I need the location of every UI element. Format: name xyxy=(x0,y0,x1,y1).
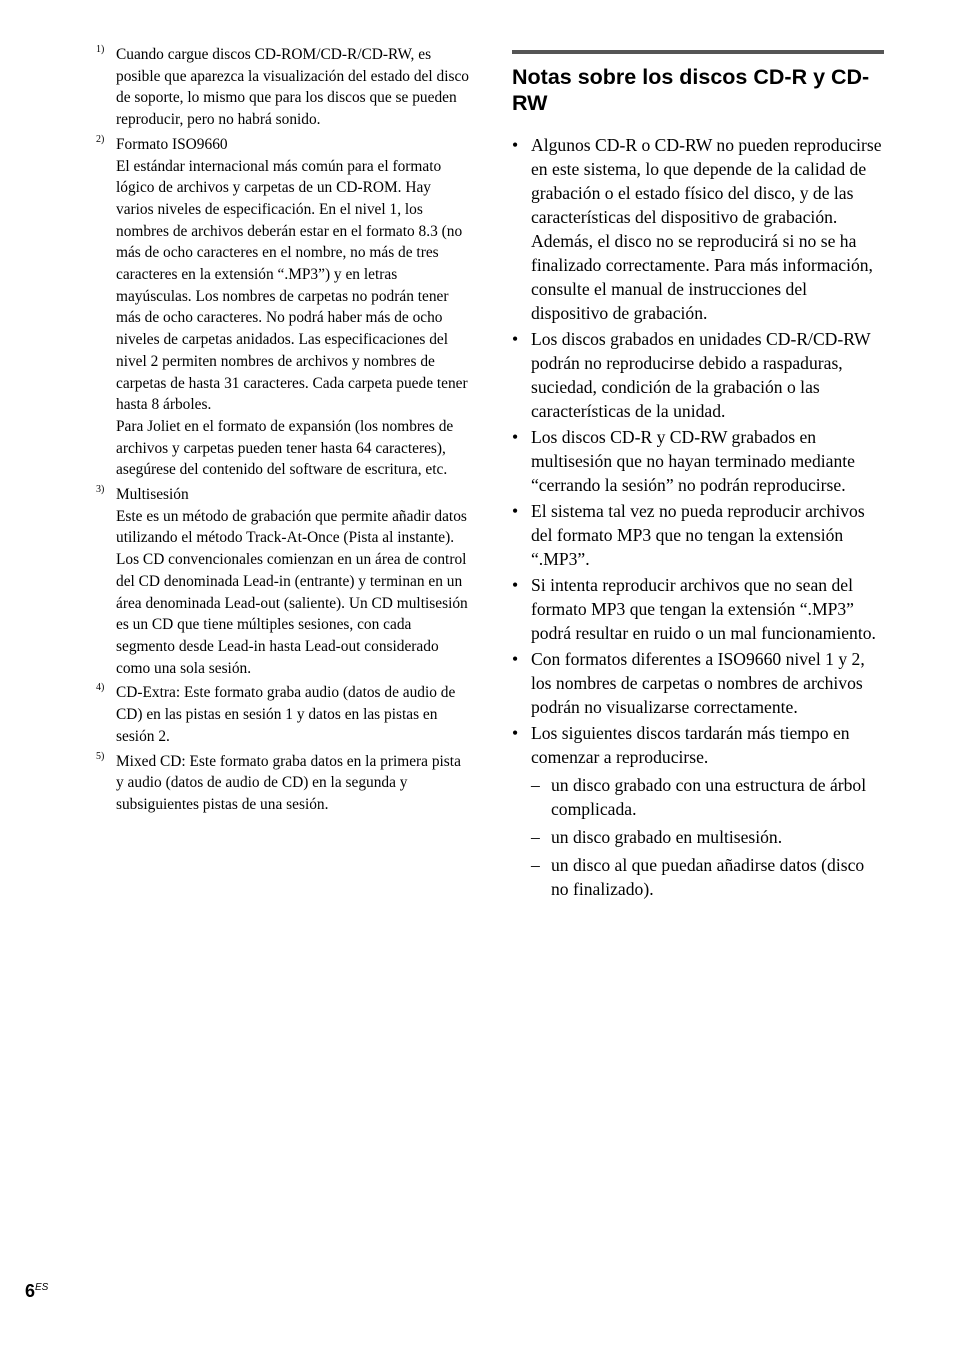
footnotes-column xyxy=(96,44,472,819)
bullet-icon: • xyxy=(512,427,519,447)
note-item xyxy=(512,647,884,719)
bullet-icon: • xyxy=(512,723,519,743)
note-text: El sistema tal vez no pueda reproducir archivos del formato MP3 que no tengan la extensión “.MP3”. xyxy=(531,501,865,569)
dash-icon: – xyxy=(531,775,540,795)
footnote-2 xyxy=(96,134,472,481)
note-text: Los siguientes discos tardarán más tiempo en comenzar a reproducirse. xyxy=(531,723,850,767)
footnote-3 xyxy=(96,484,472,679)
note-item xyxy=(512,721,884,901)
footnote-4 xyxy=(96,682,472,747)
bullet-icon: • xyxy=(512,135,519,155)
bullet-icon: • xyxy=(512,329,519,349)
section-rule xyxy=(512,50,884,54)
sublist-item xyxy=(531,773,884,821)
sublist-text: un disco grabado en multisesión. xyxy=(551,827,783,847)
note-text: Algunos CD-R o CD-RW no pueden reproducirse en este sistema, lo que depende de la calidad de grabación o el estado físico del disco, y de las características del dispositivo de grabación. Además, el disco no se reproducirá si no se ha finalizado correctamente. Para más información, consulte el manual de instrucciones del dispositivo de grabación. xyxy=(531,135,882,323)
sublist-text: un disco al que puedan añadirse datos (disco no finalizado). xyxy=(551,855,865,899)
footnote-5 xyxy=(96,751,472,816)
footnote-text: Este es un método de grabación que permite añadir datos utilizando el método Track-At-Once (Pista al instante). xyxy=(116,507,467,547)
note-item xyxy=(512,499,884,571)
sublist-item xyxy=(531,853,884,901)
page-number-value: 6 xyxy=(25,1281,36,1301)
footnote-text: Mixed CD: Este formato graba datos en la primera pista y audio (datos de audio de CD) en la segunda y subsiguientes pistas de una sesión. xyxy=(116,752,461,813)
note-item xyxy=(512,425,884,497)
footnote-number: 2) xyxy=(96,133,105,145)
footnote-number: 1) xyxy=(96,44,105,55)
note-item xyxy=(512,327,884,423)
dash-icon: – xyxy=(531,855,540,875)
page-number xyxy=(25,1281,48,1302)
bullet-icon: • xyxy=(512,649,519,669)
language-code: ES xyxy=(35,1282,49,1293)
footnote-text: CD-Extra: Este formato graba audio (datos de audio de CD) en las pistas en sesión 1 y datos en las pistas en sesión 2. xyxy=(116,684,456,745)
note-text: Los discos CD-R y CD-RW grabados en multisesión que no hayan terminado mediante “cerrando la sesión” no podrán reproducirse. xyxy=(531,427,855,495)
note-text: Si intenta reproducir archivos que no sean del formato MP3 que tengan la extensión “.MP3” podrá resultar en ruido o un mal funcionamiento. xyxy=(531,575,876,643)
bullet-icon: • xyxy=(512,501,519,521)
notes-list xyxy=(512,133,884,901)
dash-icon: – xyxy=(531,827,540,847)
footnote-number: 3) xyxy=(96,484,105,496)
footnote-heading: Multisesión xyxy=(116,486,189,504)
slow-discs-sublist xyxy=(531,773,884,901)
note-item xyxy=(512,573,884,645)
footnote-text: Cuando cargue discos CD-ROM/CD-R/CD-RW, es posible que aparezca la visualización del estado del disco de soporte, lo mismo que para los discos que se pueden reproducir, pero no habrá sonido. xyxy=(116,46,469,129)
footnote-text: Los CD convencionales comienzan en un área de control del CD denominada Lead-in (entrante) y terminan en un área denominada Lead-out (saliente). Un CD multisesión es un CD que tiene múltiples sesiones, con cada segmento desde Lead-in hasta Lead-out considerado como una sola sesión. xyxy=(116,551,468,677)
section-title: Notas sobre los discos CD-R y CD-RW xyxy=(512,65,870,115)
bullet-icon: • xyxy=(512,575,519,595)
sublist-item xyxy=(531,825,884,849)
footnote-number: 5) xyxy=(96,750,105,762)
footnote-number: 4) xyxy=(96,682,105,694)
notes-section xyxy=(512,50,884,905)
footnote-text: Para Joliet en el formato de expansión (los nombres de archivos y carpetas pueden tener hasta 64 caracteres), asegúrese del contenido del software de escritura, etc. xyxy=(116,417,454,479)
note-item xyxy=(512,133,884,325)
note-text: Los discos grabados en unidades CD-R/CD-RW podrán no reproducirse debido a raspaduras, suciedad, condición de la grabación o las características de la unidad. xyxy=(531,329,871,421)
footnote-1 xyxy=(96,44,472,131)
note-text: Con formatos diferentes a ISO9660 nivel 1 y 2, los nombres de carpetas o nombres de archivos podrán no visualizarse correctamente. xyxy=(531,649,865,717)
sublist-text: un disco grabado con una estructura de árbol complicada. xyxy=(551,775,867,819)
footnote-heading: Formato ISO9660 xyxy=(116,135,228,153)
footnote-text: El estándar internacional más común para el formato lógico de archivos y carpetas de un CD-ROM. Hay varios niveles de especificación. En el nivel 1, los nombres de archivos deberán estar en el formato 8.3 (no más de ocho caracteres en el nombre, no más de tres caracteres en la extensión “.MP3”) y en letras mayúsculas. Los nombres de carpetas no podrán tener más de ocho caracteres. No podrá haber más de ocho niveles de carpetas anidados. Las especificaciones del nivel 2 permiten nombres de archivos y nombres de carpetas de hasta 31 caracteres. Cada carpeta puede tener hasta 8 árboles. xyxy=(116,157,468,414)
